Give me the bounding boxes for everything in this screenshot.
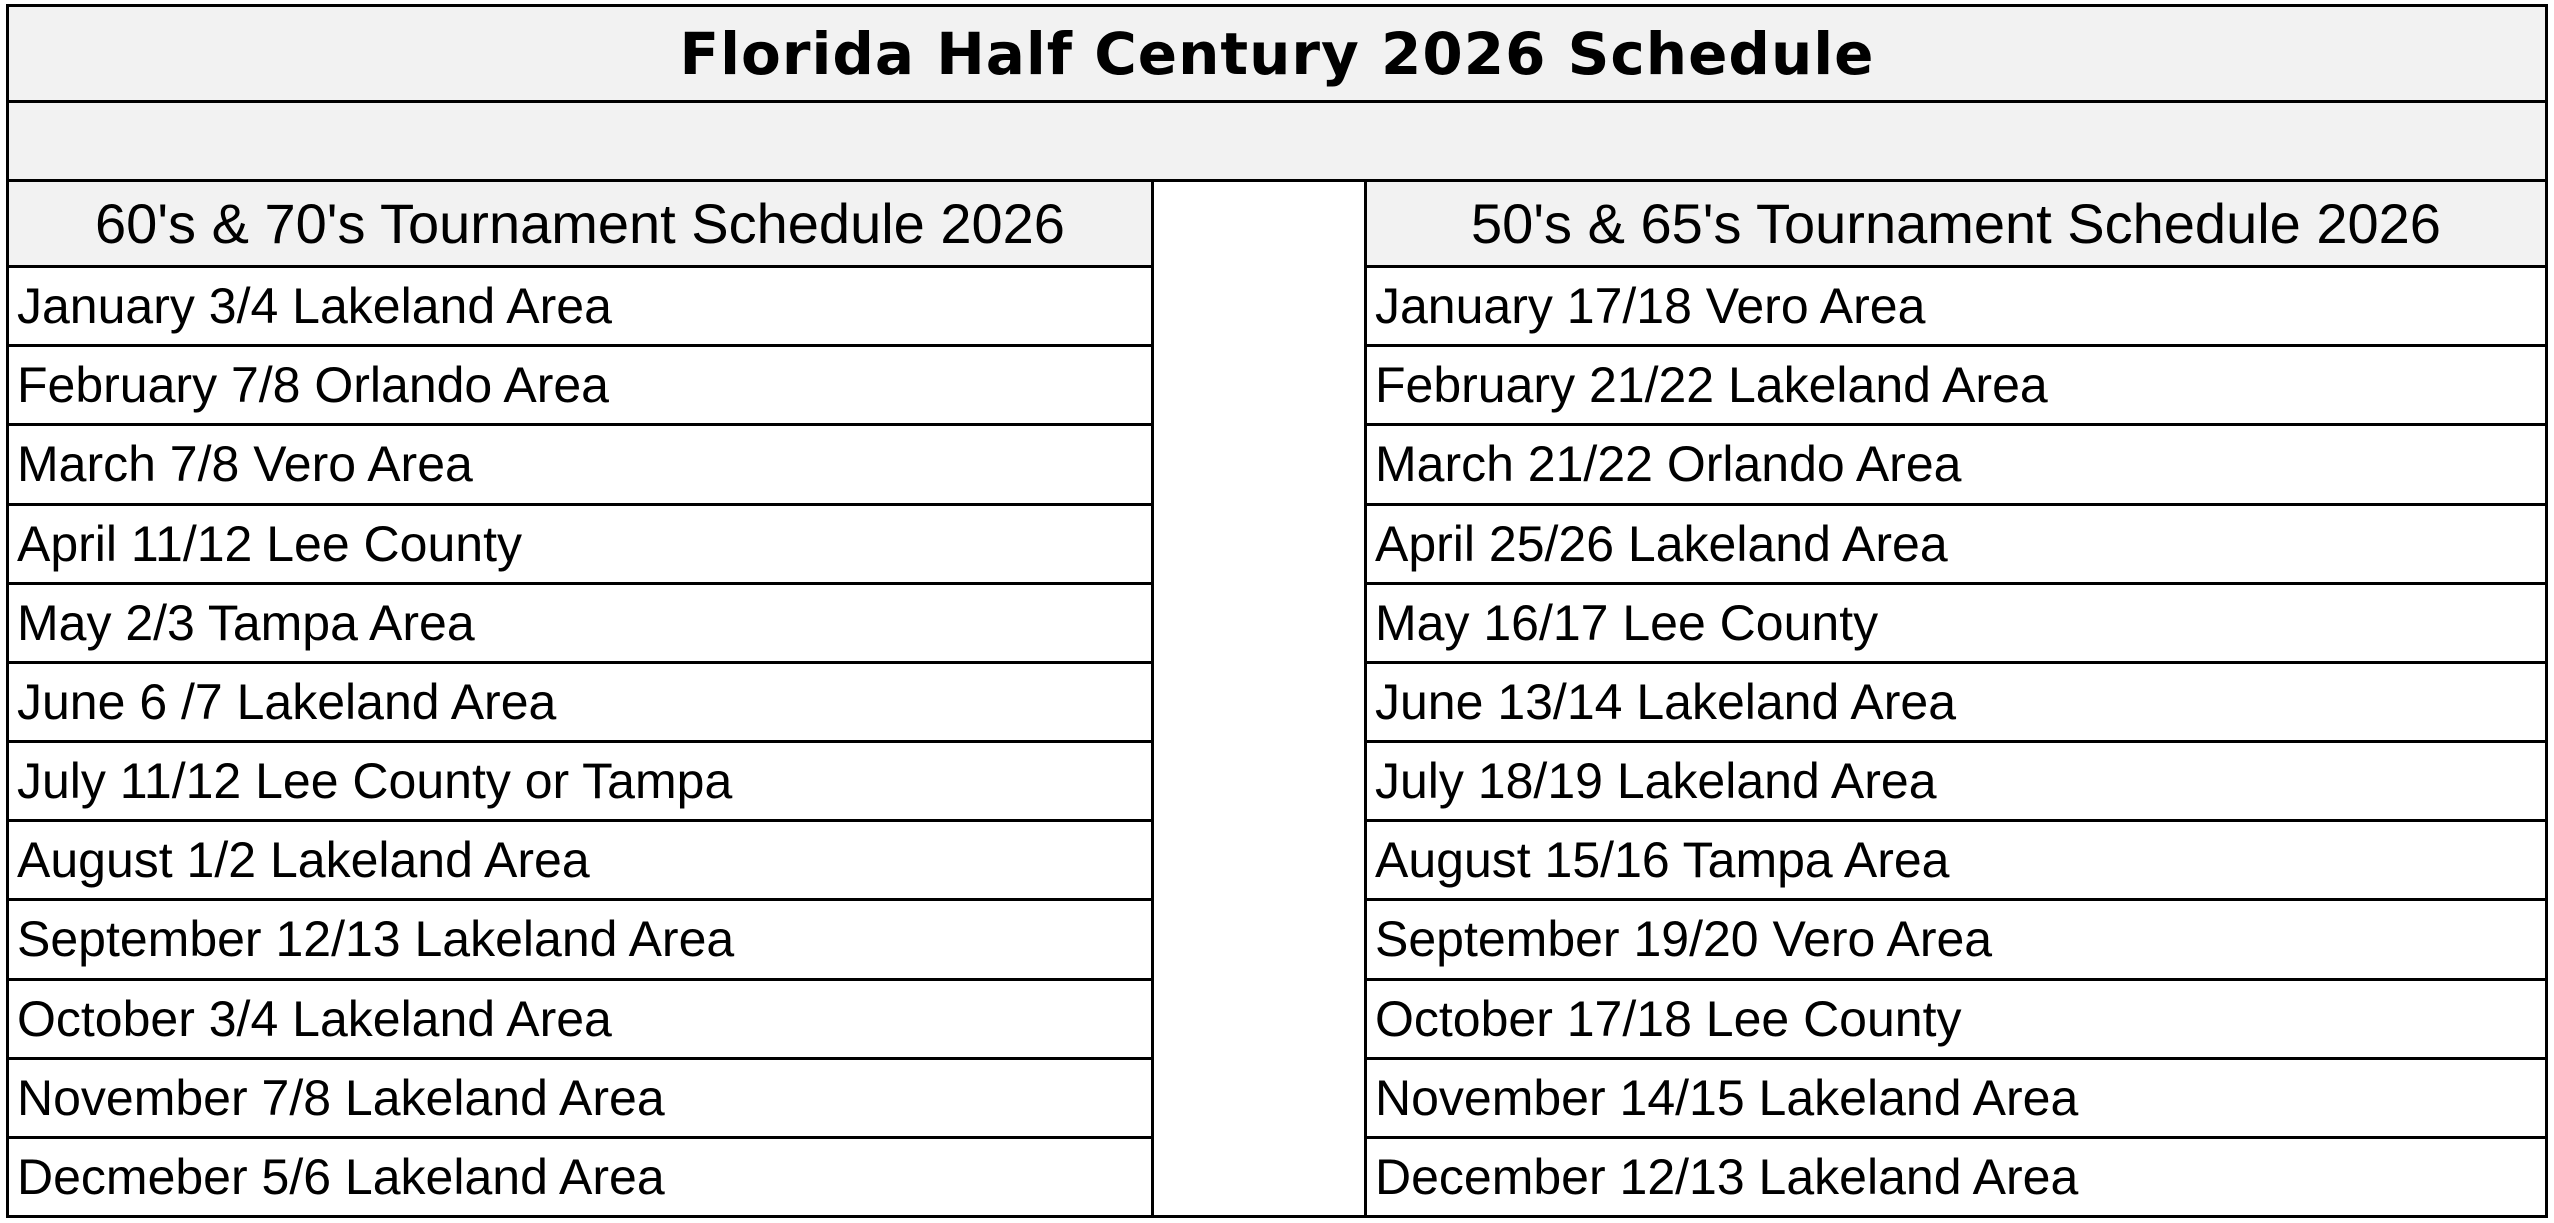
schedule-row: May 2/3 Tampa Area	[9, 585, 1151, 664]
schedule-row: February 21/22 Lakeland Area	[1367, 347, 2545, 426]
schedule-row: October 3/4 Lakeland Area	[9, 981, 1151, 1060]
schedule-heading-60s-70s: 60's & 70's Tournament Schedule 2026	[9, 182, 1151, 268]
schedule-row: June 13/14 Lakeland Area	[1367, 664, 2545, 743]
schedule-row: July 18/19 Lakeland Area	[1367, 743, 2545, 822]
page-title: Florida Half Century 2026 Schedule	[679, 19, 1875, 88]
schedule-row: August 15/16 Tampa Area	[1367, 822, 2545, 901]
schedule-row: September 19/20 Vero Area	[1367, 901, 2545, 980]
schedule-50s-65s	[1367, 182, 2545, 1215]
schedule-row: July 11/12 Lee County or Tampa	[9, 743, 1151, 822]
schedule-row: March 7/8 Vero Area	[9, 426, 1151, 505]
schedule-60s-70s	[9, 182, 1151, 1215]
spacer-column	[1151, 182, 1367, 1215]
schedule-row: November 14/15 Lakeland Area	[1367, 1060, 2545, 1139]
schedule-row: January 3/4 Lakeland Area	[9, 268, 1151, 347]
title-row	[9, 7, 2545, 103]
schedule-row: January 17/18 Vero Area	[1367, 268, 2545, 347]
schedule-row: October 17/18 Lee County	[1367, 981, 2545, 1060]
blank-row	[9, 103, 2545, 182]
schedule-sheet	[6, 4, 2548, 1218]
schedule-row: May 16/17 Lee County	[1367, 585, 2545, 664]
schedule-row: August 1/2 Lakeland Area	[9, 822, 1151, 901]
schedule-row: March 21/22 Orlando Area	[1367, 426, 2545, 505]
schedule-row: September 12/13 Lakeland Area	[9, 901, 1151, 980]
schedule-heading-50s-65s: 50's & 65's Tournament Schedule 2026	[1367, 182, 2545, 268]
schedule-row: February 7/8 Orlando Area	[9, 347, 1151, 426]
schedule-row: November 7/8 Lakeland Area	[9, 1060, 1151, 1139]
schedule-row: December 12/13 Lakeland Area	[1375, 1148, 2079, 1205]
schedule-row: April 25/26 Lakeland Area	[1367, 506, 2545, 585]
schedule-row: Decmeber 5/6 Lakeland Area	[17, 1148, 665, 1205]
schedule-row: April 11/12 Lee County	[9, 506, 1151, 585]
schedule-row: June 6 /7 Lakeland Area	[9, 664, 1151, 743]
